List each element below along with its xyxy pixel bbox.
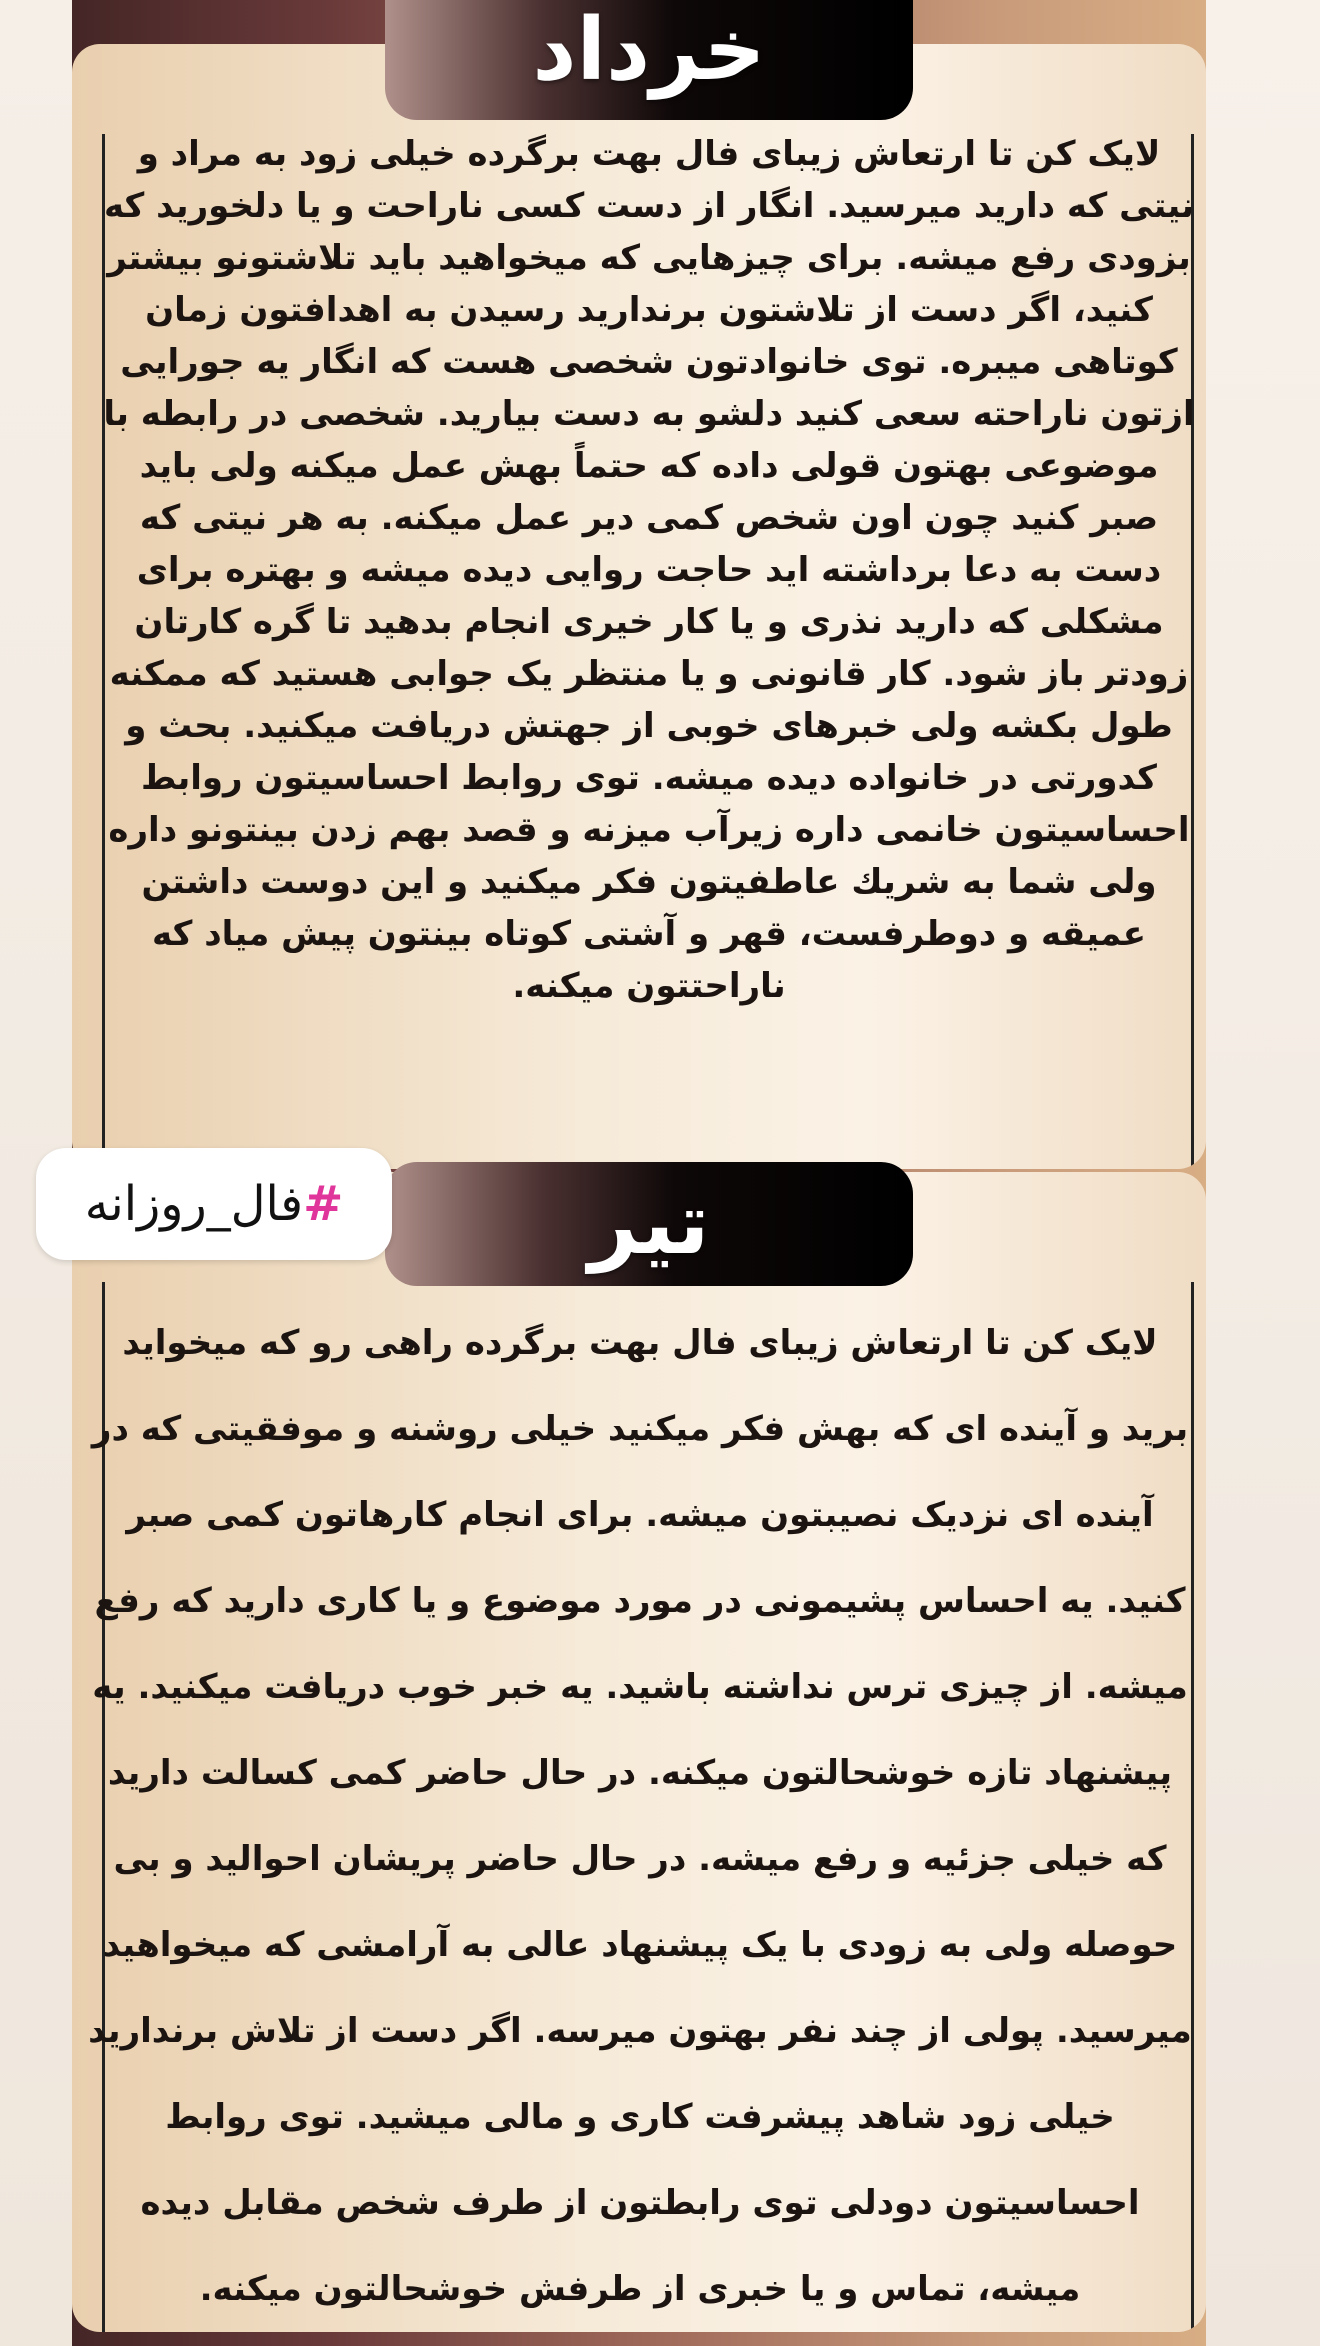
section-title-tir: تیر bbox=[385, 1162, 913, 1286]
hashtag-symbol: # bbox=[303, 1176, 344, 1232]
section-title-khordad: خرداد bbox=[385, 0, 913, 120]
right-margin-background bbox=[1206, 0, 1320, 2346]
hashtag-label[interactable] bbox=[36, 1148, 392, 1260]
horoscope-text-tir: لایک کن تا ارتعاش زیبای فال بهت برگرده راهی رو که میخواید برید و آینده ای که بهش فکر میکنید خیلی روشنه و موفقیتی که در آینده ای نزدیک نصیبتون میشه. برای انجام کارهاتون کمی صبر کنید. یه احساس پشیمونی در مورد موضوع و یا کاری دارید که رفع میشه. از چیزی ترس نداشته باشید. یه خبر خوب دریافت میکنید. یه پیشنهاد تازه خوشحالتون میکنه. در حال حاضر کمی کسالت دارید که خیلی جزئیه و رفع میشه. در حال حاضر پریشان احوالید و بی حوصله ولی به زودی با یک پیشنهاد عالی به آرامشی که میخواهید میرسید. پولی از چند نفر بهتون میرسه. اگر دست از تلاش برندارید خیلی زود شاهد پیشرفت کاری و مالی میشید. توی روابط احساسیتون دودلی توی رابطتون از طرف شخص مقابل دیده میشه، تماس و یا خبری از طرفش خوشحالتون میکنه. bbox=[88, 1323, 1192, 2309]
hashtag-text: فال_روزانه bbox=[84, 1176, 304, 1232]
horoscope-text-khordad: لایک کن تا ارتعاش زیبای فال بهت برگرده خیلی زود به مراد و نیتی که دارید میرسید. انگار از دست کسی ناراحت و یا دلخورید که بزودی رفع میشه. برای چیزهایی که میخواهید باید تلاشتونو بیشتر کنید، اگر دست از تلاشتون برندارید رسیدن به اهدافتون زمان کوتاهی میبره. توی خانوادتون شخصی هست که انگار یه جورایی ازتون ناراحته سعی کنید دلشو به دست بیارید. شخصی در رابطه با موضوعی بهتون قولی داده که حتماً بهش عمل میکنه ولی باید صبر کنید چون اون شخص کمی دیر عمل میکنه. به هر نیتی که دست به دعا برداشته اید حاجت روایی دیده میشه و بهتره برای مشکلی که دارید نذری و یا کار خیری انجام بدهید تا گره کارتان زودتر باز شود. کار قانونی و یا منتظر یک جوابی هستید که ممکنه طول بکشه ولی خبرهای خوبی از جهتش دریافت میکنید. بحث و کدورتی در خانواده دیده میشه. توی روابط احساسیتون روابط احساسیتون خانمی داره زیرآب میزنه و قصد بهم زدن بینتونو داره ولی شما به شریك عاطفیتون فکر میکنید و این دوست داشتن عمیقه و دوطرفست، قهر و آشتی کوتاه بینتون پیش میاد که ناراحتتون میکنه. bbox=[103, 134, 1195, 1006]
